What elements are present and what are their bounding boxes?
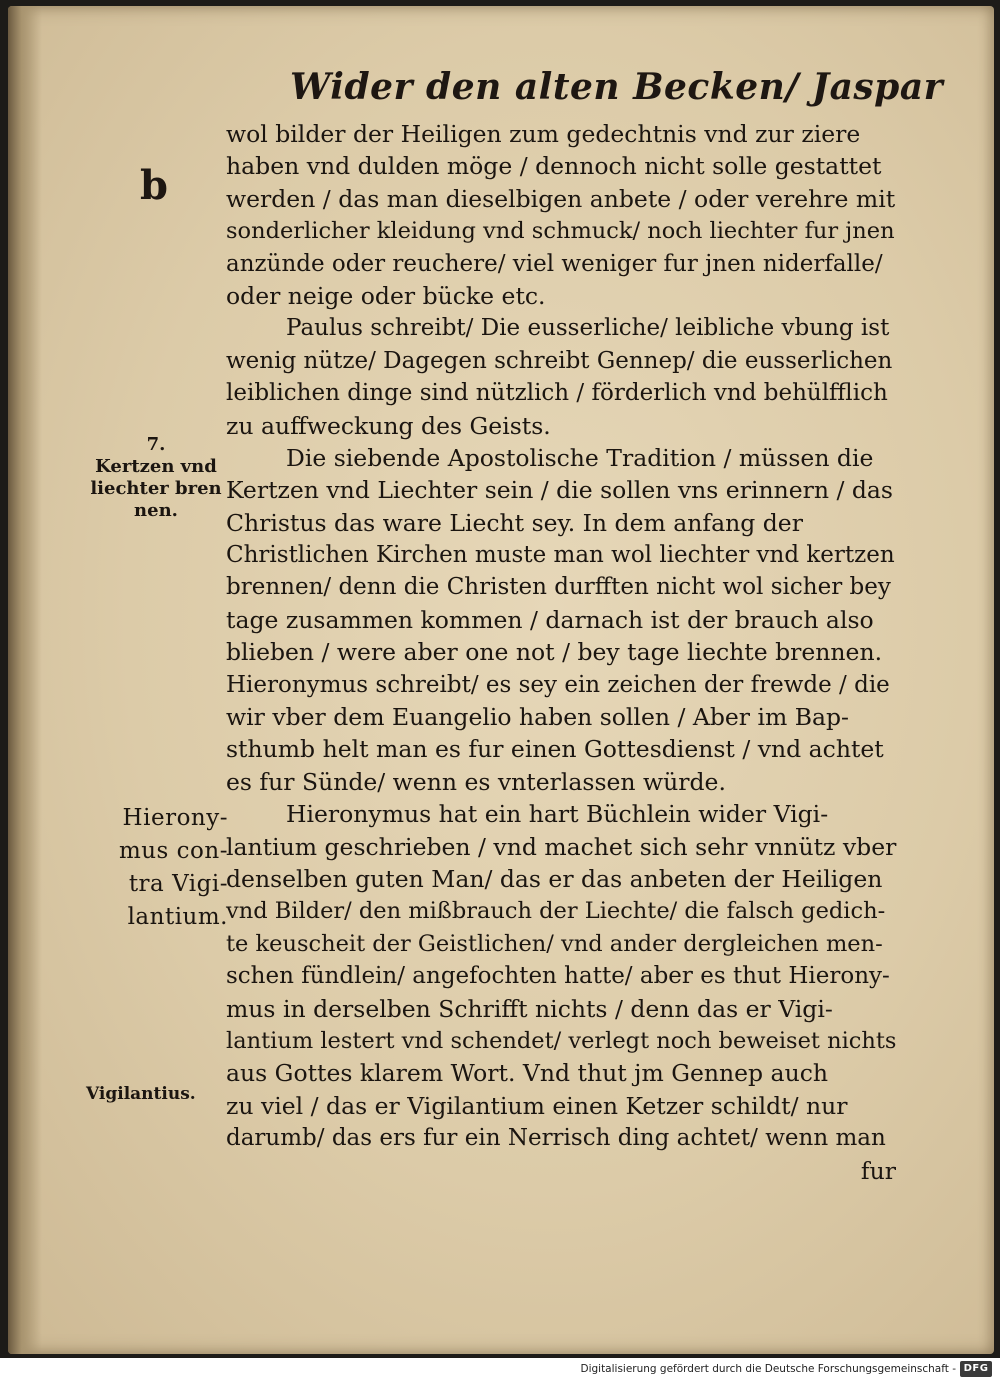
text-line: leiblichen dinge sind nützlich / förderlich vnd behülfflich [226,380,888,407]
text-line: anzünde oder reuchere/ viel weniger fur jnen niderfalle/ [226,250,883,277]
running-head: Wider den alten Becken/ Jaspar [290,66,944,108]
text-line: tage zusammen kommen / darnach ist der brauch also [226,605,874,634]
text-line: sonderlicher kleidung vnd schmuck/ noch liechter fur jnen [226,218,895,245]
text-line: zu viel / das er Vigilantium einen Ketzer schildt/ nur [226,1091,848,1120]
text-line: mus in derselben Schrifft nichts / denn das er Vigi- [226,994,833,1023]
text-line: aus Gottes klarem Wort. Vnd thut jm Gennep auch [226,1059,829,1088]
text-line: blieben / were aber one not / bey tage liechte brennen. [226,638,883,667]
text-line: oder neige oder bücke etc. [226,281,546,310]
text-line: te keuscheit der Geistlichen/ vnd ander dergleichen men- [226,930,883,957]
text-line: vnd Bilder/ den mißbrauch der Liechte/ die falsch gedich- [226,898,886,925]
margin-note-number: 7. [146,434,166,455]
text-line: zu auffweckung des Geists. [226,411,551,440]
margin-note-line: tra Vigi- [128,871,228,897]
text-line: lantium geschrieben / vnd machet sich sehr vnnütz vber [226,832,897,861]
text-line: wenig nütze/ Dagegen schreibt Gennep/ die eusserlichen [226,347,893,374]
text-line: lantium lestert vnd schendet/ verlegt noch beweiset nichts [226,1027,897,1054]
text-line: werden / das man dieselbigen anbete / oder verehre mit [226,184,896,213]
text-line: Christus das ware Liecht sey. In dem anfang der [226,508,803,537]
text-line: haben vnd dulden möge / dennoch nicht solle gestattet [226,152,882,181]
text-line: schen fündlein/ angefochten hatte/ aber es thut Hierony- [226,963,890,990]
text-line: darumb/ das ers fur ein Nerrisch ding achtet/ wenn man [226,1125,886,1152]
margin-note-line: mus con- [118,838,228,864]
margin-note-line: liechter bren [90,478,222,499]
text-line: denselben guten Man/ das er das anbeten der Heiligen [226,864,883,893]
margin-note-line: lantium. [127,904,228,930]
margin-note-vigilantius: Vigilantius. [86,1084,196,1104]
text-line: Hieronymus hat ein hart Büchlein wider Vigi- [286,800,829,829]
text-line: fur [860,1156,896,1185]
signature-mark: b [140,162,168,209]
text-line: Hieronymus schreibt/ es sey ein zeichen der frewde / die [226,671,890,698]
footer-bar [0,1358,1000,1382]
margin-note-line: Kertzen vnd [95,456,217,477]
text-line: Kertzen vnd Liechter sein / die sollen vns erinnern / das [226,476,893,505]
footer-credit: Digitalisierung gefördert durch die Deutsche Forschungsgemeinschaft - [580,1363,956,1375]
text-line: Paulus schreibt/ Die eusserliche/ leibliche vbung ist [286,315,890,342]
dfg-logo-icon: DFG [960,1361,992,1377]
binding-gutter [8,6,42,1354]
margin-note-hieronymus [96,802,228,934]
text-line: Die siebende Apostolische Tradition / müssen die [286,443,874,472]
margin-note-kertzen [86,434,226,522]
text-line: sthumb helt man es fur einen Gottesdienst / vnd achtet [226,735,884,764]
text-line: wir vber dem Euangelio haben sollen / Aber im Bap- [226,703,850,732]
margin-note-line: Hierony- [122,805,228,831]
margin-note-line: nen. [134,500,178,521]
body-text [226,118,896,1187]
text-line: Christlichen Kirchen muste man wol liechter vnd kertzen [226,542,895,569]
text-line: brennen/ denn die Christen durfften nicht wol sicher bey [226,574,891,601]
text-line: wol bilder der Heiligen zum gedechtnis vnd zur ziere [226,120,861,148]
text-line: es fur Sünde/ wenn es vnterlassen würde. [226,767,726,796]
